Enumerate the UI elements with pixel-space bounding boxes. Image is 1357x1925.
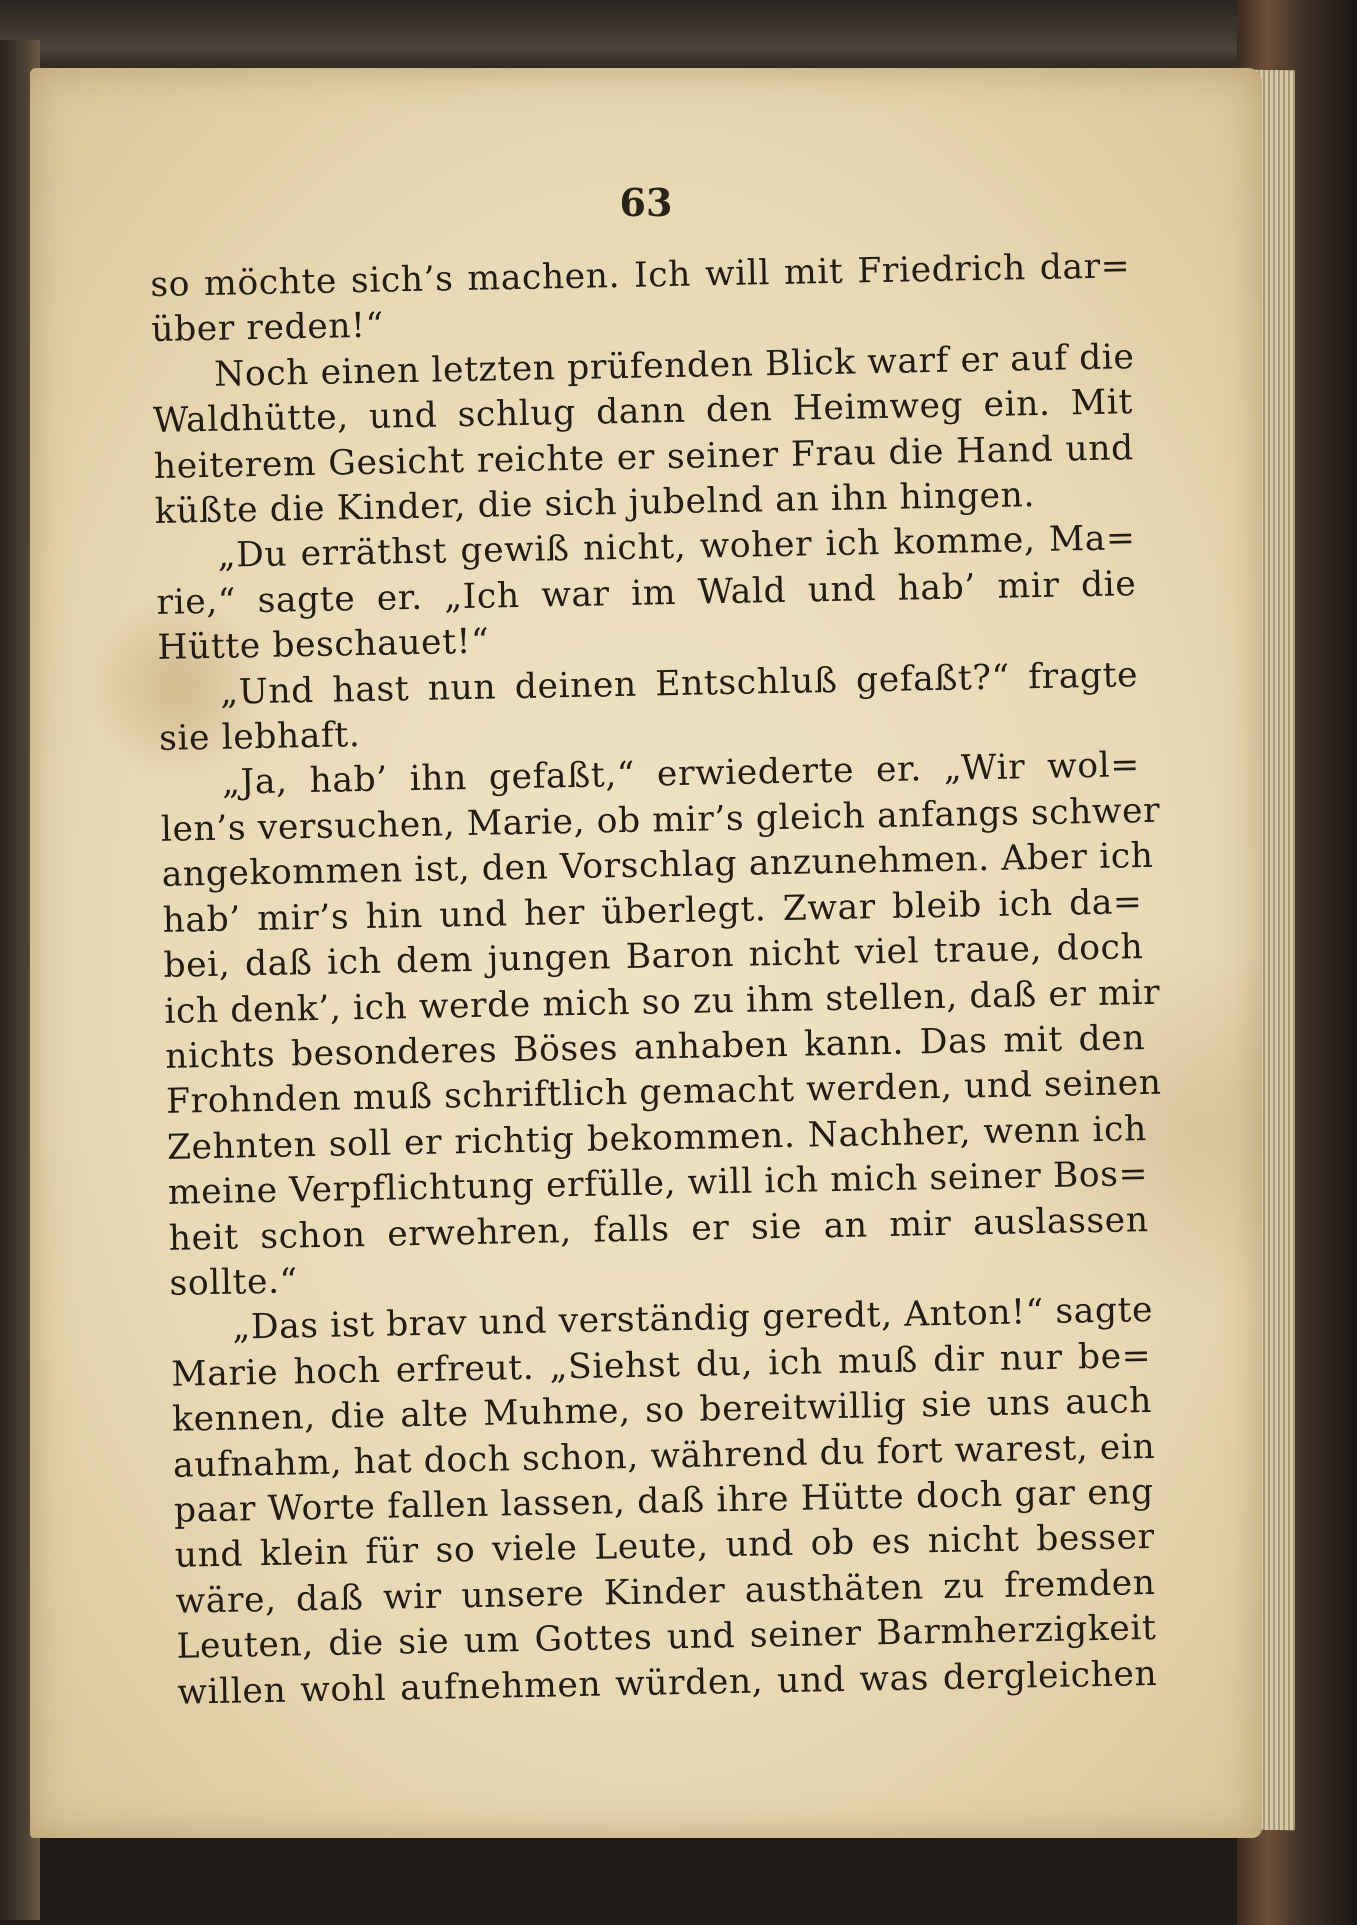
text-line: Zehnten soll er richtig bekommen. Nachher, wenn ich bbox=[166, 1108, 1148, 1168]
text-line: sollte.“ bbox=[169, 1261, 299, 1304]
text-line: so möchte sich’s machen. Ich will mit Friedrich dar= bbox=[150, 246, 1131, 305]
text-line: heit schon erwehren, falls er sie an mir auslassen bbox=[168, 1199, 1149, 1259]
text-line: „Das ist brav und verständig geredt, Anton!“ sagte bbox=[232, 1290, 1154, 1348]
text-line: willen wohl aufnehmen würden, und was dergleichen bbox=[177, 1653, 1158, 1713]
book-page bbox=[30, 68, 1262, 1838]
text-line: und klein für so viele Leute, und ob es nicht besser bbox=[174, 1517, 1156, 1577]
text-line: bei, daß ich dem jungen Baron nicht viel traue, doch bbox=[163, 927, 1144, 986]
book-cover-top-edge bbox=[0, 0, 1357, 70]
text-line: angekommen ist, den Vorschlag anzunehmen. Aber ich bbox=[161, 836, 1154, 896]
text-line: Hütte beschauet!“ bbox=[157, 621, 490, 669]
text-line: wäre, daß wir unsere Kinder austhäten zu fremden bbox=[175, 1562, 1156, 1622]
text-line: meine Verpflichtung erfülle, will ich mich seiner Bos= bbox=[167, 1154, 1149, 1213]
text-line: „Und hast nun deinen Entschluß gefaßt?“ fragte bbox=[219, 654, 1139, 713]
text-line: paar Worte fallen lassen, daß ihre Hütte doch gar eng bbox=[173, 1471, 1155, 1531]
text-line: rie,“ sagte er. „Ich war im Wald und hab’ mir die bbox=[156, 563, 1137, 623]
text-line: ich denk’, ich werde mich so zu ihm stellen, daß er mir bbox=[163, 972, 1161, 1032]
text-line: Marie hoch erfreut. „Siehst du, ich muß dir nur be= bbox=[170, 1335, 1152, 1395]
text-line: „Ja, hab’ ihn gefaßt,“ erwiederte er. „Wir wol= bbox=[221, 745, 1141, 804]
text-line: Frohnden muß schriftlich gemacht werden, und seinen bbox=[165, 1063, 1162, 1123]
text-line: küßte die Kinder, die sich jubelnd an ihn hingen. bbox=[154, 475, 1036, 532]
text-line: kennen, die alte Muhme, so bereitwillig sie uns auch bbox=[171, 1381, 1153, 1440]
text-line: len’s versuchen, Marie, ob mir’s gleich anfangs schwer bbox=[160, 790, 1161, 850]
text-line: Noch einen letzten prüfenden Blick warf er auf die bbox=[213, 336, 1135, 395]
text-line: „Du erräthst gewiß nicht, woher ich komme, Ma= bbox=[217, 518, 1136, 577]
body-text bbox=[150, 244, 1162, 1716]
text-line: aufnahm, hat doch schon, während du fort warest, ein bbox=[172, 1426, 1156, 1486]
text-line: sie lebhaft. bbox=[158, 715, 361, 759]
text-line: Leuten, die sie um Gottes und seiner Barmherzigkeit bbox=[176, 1608, 1157, 1667]
text-line: heiterem Gesicht reichte er seiner Frau die Hand und bbox=[153, 427, 1135, 487]
text-line: nichts besonderes Böses anhaben kann. Das mit den bbox=[164, 1017, 1146, 1077]
page-number: 63 bbox=[619, 180, 673, 225]
text-line: Waldhütte, und schlug dann den Heimweg ein. Mit bbox=[152, 382, 1134, 442]
text-line: über reden!“ bbox=[150, 305, 385, 351]
text-line: hab’ mir’s hin und her überlegt. Zwar bleib ich da= bbox=[162, 881, 1143, 941]
